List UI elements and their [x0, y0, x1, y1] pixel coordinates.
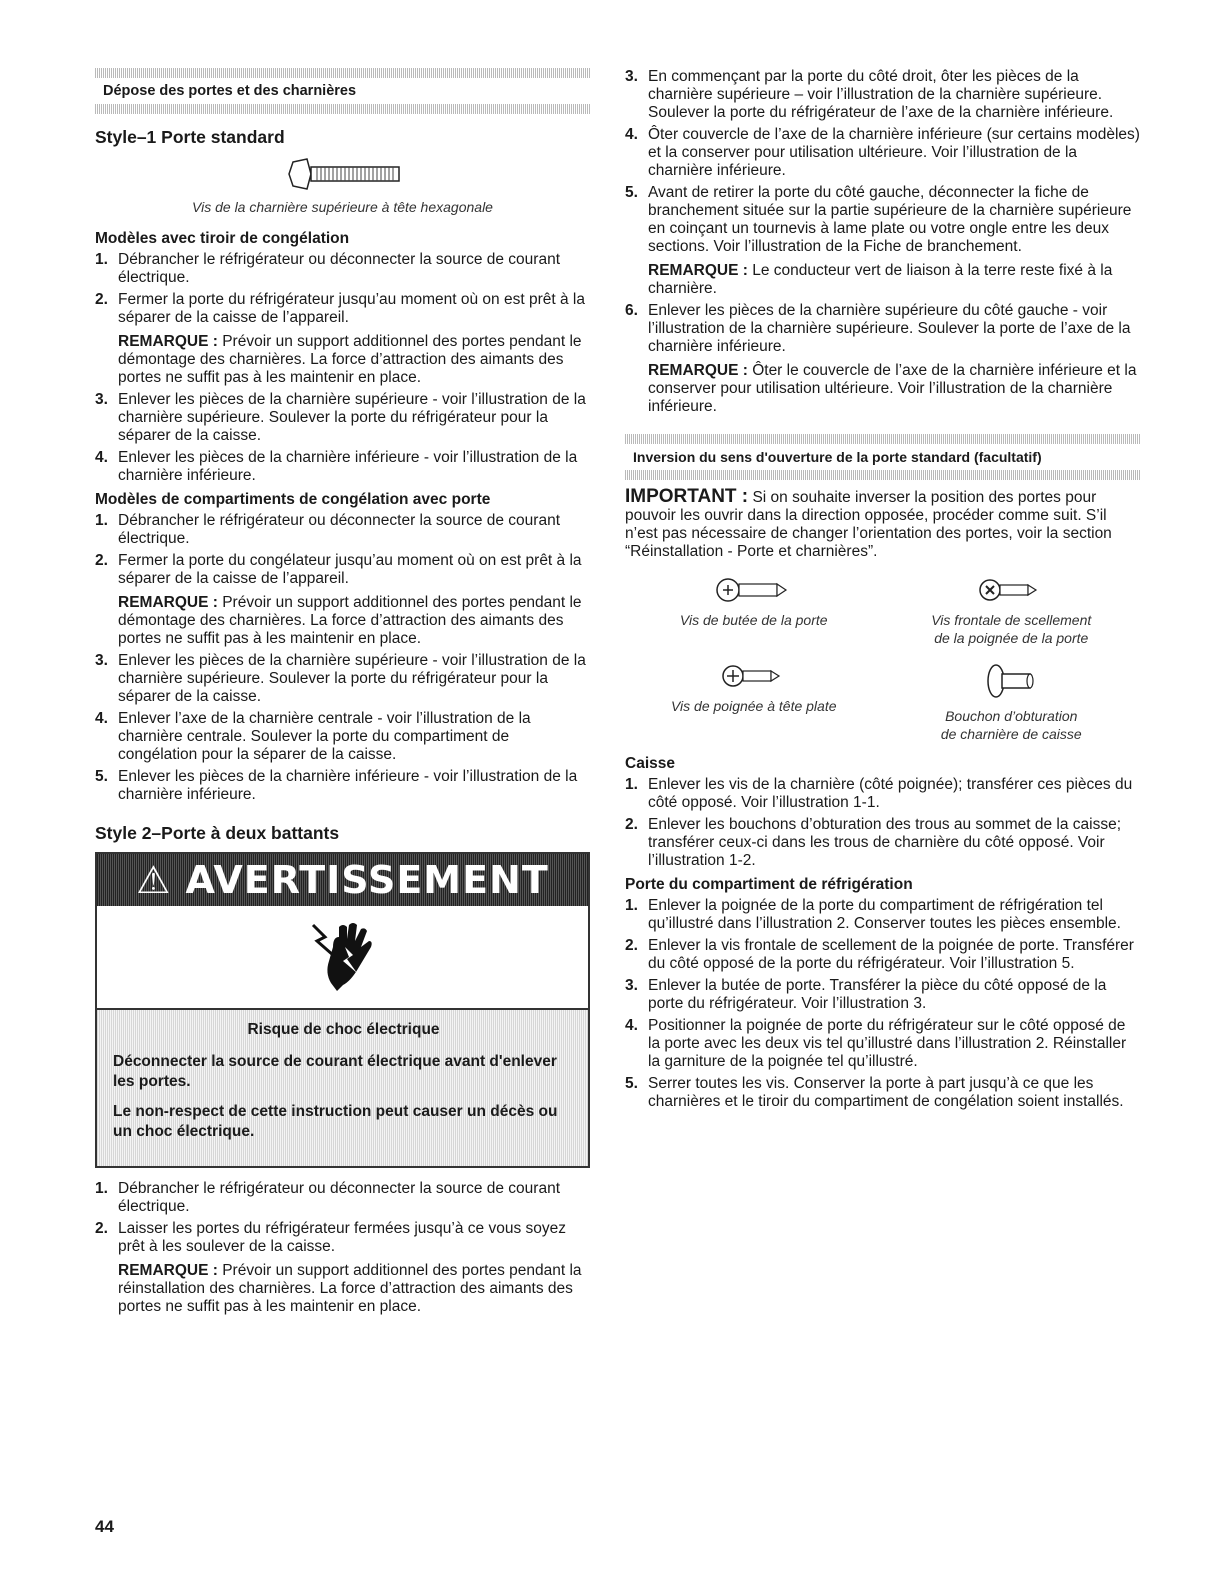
- left-column: [95, 68, 590, 1320]
- group2-title: Modèles de compartiments de congélation avec porte: [95, 491, 491, 508]
- door-stop-screw: Vis de butée de la porte: [625, 575, 883, 647]
- list-item: 5. Serrer toutes les vis. Conserver la porte à part jusqu’à ce que les charnières et le tiroir du compartiment de congélation soient installés.: [625, 1075, 1124, 1110]
- note: REMARQUE : Prévoir un support additionnel des portes pendant la réinstallation des charnières. La force d’attraction des aimants des portes ne suffit pas à les maintenir en place.: [118, 1262, 582, 1315]
- porte-title: Porte du compartiment de réfrigération: [625, 876, 913, 893]
- list-item: 2. Fermer la porte du congélateur jusqu’au moment où on est prêt à la séparer de la caisse de l’appareil. REMARQUE : Prévoir un support additionnel des portes pendant le démontage des charnières. La force d’attraction des aimants des portes ne suffit pas à les maintenir en place.: [95, 552, 590, 648]
- hinge-screw-caption: Vis de la charnière supérieure à tête hexagonale: [192, 199, 493, 215]
- section-rule-bottom: [95, 104, 590, 114]
- page-number: 44: [95, 1517, 114, 1536]
- section-rule-top: [625, 434, 1140, 444]
- group1-title: Modèles avec tiroir de congélation: [95, 230, 350, 247]
- hinge-screw-figure: [95, 156, 590, 216]
- list-item: 1. Débrancher le réfrigérateur ou déconnecter la source de courant électrique.: [95, 512, 561, 547]
- list-item: 5. Avant de retirer la porte du côté gauche, déconnecter la fiche de branchement située sur la partie supérieure de la charnière supérieure en coinçant un tournevis à lame plate ou votre ongle entre les deux sections. Voir l’illustration de la Fiche de branchement. REMARQUE : Le conducteur vert de liaison à la terre reste fixé à la charnière.: [625, 184, 1140, 298]
- group2-steps: [95, 512, 590, 804]
- style2-title: Style 2–Porte à deux battants: [95, 823, 340, 843]
- flat-head-handle-screw: Vis de poignée à tête plate: [625, 661, 883, 743]
- list-item: 4. Enlever l’axe de la charnière centrale - voir l’illustration de la charnière centrale. Soulever la porte du compartiment de congélation pour la séparer de la caisse.: [95, 710, 531, 763]
- list-item: 4. Positionner la poignée de porte du réfrigérateur sur le côté opposé de la porte avec les deux vis tel qu’illustré dans l’illustration 2. Réinstaller la garniture de la poignée tel qu’illustré.: [625, 1017, 1127, 1070]
- handle-seal-screw: Vis frontale de scellement de la poignée de la porte: [883, 575, 1141, 647]
- style1-title: Style–1 Porte standard: [95, 127, 285, 147]
- reversal-section-title: Inversion du sens d'ouverture de la porte standard (facultatif): [633, 449, 1042, 465]
- flat-head-screw-icon: [719, 661, 789, 691]
- handle-seal-screw-icon: [976, 575, 1046, 605]
- note: REMARQUE : Prévoir un support additionnel des portes pendant le démontage des charnières. La force d’attraction des aimants des portes ne suffit pas à les maintenir en place.: [118, 333, 582, 386]
- list-item: 3. Enlever les pièces de la charnière supérieure - voir l’illustration de la charnière supérieure. Soulever la porte du réfrigérateur pour la séparer de la caisse.: [95, 391, 586, 444]
- list-item: 2. Enlever la vis frontale de scellement de la poignée de porte. Transférer du côté opposé de la porte du réfrigérateur. Voir l’illustration 5.: [625, 937, 1134, 972]
- important-paragraph: IMPORTANT : Si on souhaite inverser la position des portes pour pouvoir les ouvrir dans la direction opposée, procéder comme suit. S’il n’est pas nécessaire de changer l’orientation des portes, voir la section “Réinstallation - Porte et charnières”.: [625, 486, 1112, 560]
- group3-steps: [95, 1180, 590, 1316]
- hinge-hole-plug: Bouchon d’obturation de charnière de caisse: [883, 661, 1141, 743]
- electric-shock-icon: [97, 906, 588, 1010]
- list-item: 4. Enlever les pièces de la charnière inférieure - voir l’illustration de la charnière inférieure.: [95, 449, 578, 484]
- section-rule-bottom: [625, 470, 1140, 480]
- hole-plug-icon: [976, 661, 1046, 701]
- group1-steps: [95, 251, 590, 485]
- screw-legend: [625, 575, 1140, 743]
- note: REMARQUE : Le conducteur vert de liaison à la terre reste fixé à la charnière.: [648, 262, 1113, 297]
- list-item: 4. Ôter couvercle de l’axe de la charnière inférieure (sur certains modèles) et la conserver pour utilisation ultérieure. Voir l’illustration de la charnière inférieure.: [625, 126, 1140, 179]
- list-item: 2. Laisser les portes du réfrigérateur fermées jusqu’à ce vous soyez prêt à les soulever de la caisse. REMARQUE : Prévoir un support additionnel des portes pendant la réinstallation des charnières. La force d’attraction des aimants des portes ne suffit pas à les maintenir en place.: [95, 1220, 590, 1316]
- right-column: [625, 68, 1140, 1115]
- right-steps-a: [625, 68, 1140, 416]
- list-item: 2. Enlever les bouchons d’obturation des trous au sommet de la caisse; transférer ceux-ci dans les trous de charnière du côté opposé. Voir l’illustration 1-2.: [625, 816, 1122, 869]
- warning-risk: Risque de choc électrique: [247, 1021, 440, 1038]
- hex-screw-icon: [287, 156, 407, 192]
- note: REMARQUE : Prévoir un support additionnel des portes pendant le démontage des charnières. La force d’attraction des aimants des portes ne suffit pas à les maintenir en place.: [118, 594, 582, 647]
- list-item: 1. Enlever la poignée de la porte du compartiment de réfrigération tel qu’illustré dans l’illustration 2. Conserver toutes les pièces ensemble.: [625, 897, 1121, 932]
- warning-triangle-icon: ⚠: [136, 858, 172, 902]
- door-stop-screw-icon: [714, 575, 794, 605]
- caisse-steps: [625, 776, 1140, 870]
- list-item: 1. Enlever les vis de la charnière (côté poignée); transférer ces pièces du côté opposé. Voir l’illustration 1-1.: [625, 776, 1133, 811]
- list-item: 1. Débrancher le réfrigérateur ou déconnecter la source de courant électrique.: [95, 1180, 561, 1215]
- list-item: 2. Fermer la porte du réfrigérateur jusqu’au moment où on est prêt à la séparer de la caisse de l’appareil. REMARQUE : Prévoir un support additionnel des portes pendant le démontage des charnières. La force d’attraction des aimants des portes ne suffit pas à les maintenir en place.: [95, 291, 590, 387]
- list-item: 5. Enlever les pièces de la charnière inférieure - voir l’illustration de la charnière inférieure.: [95, 768, 578, 803]
- section-title: Dépose des portes et des charnières: [103, 83, 357, 99]
- warning-line1: Déconnecter la source de courant électrique avant d'enlever les portes.: [113, 1053, 557, 1090]
- porte-steps: [625, 897, 1140, 1111]
- list-item: 3. En commençant par la porte du côté droit, ôter les pièces de la charnière supérieure – voir l’illustration de la charnière supérieure. Soulever la porte du réfrigérateur de l’axe de la charnière inférieure.: [625, 68, 1114, 121]
- caisse-title: Caisse: [625, 755, 675, 772]
- warning-box: [95, 852, 590, 1168]
- list-item: 1. Débrancher le réfrigérateur ou déconnecter la source de courant électrique.: [95, 251, 561, 286]
- list-item: 3. Enlever la butée de porte. Transférer la pièce du côté opposé de la porte du réfrigérateur. Voir l’illustration 3.: [625, 977, 1107, 1012]
- warning-title: ⚠ AVERTISSEMENT: [97, 854, 588, 906]
- list-item: 6. Enlever les pièces de la charnière supérieure du côté gauche - voir l’illustration de la charnière supérieure. Soulever la porte de l’axe de la charnière inférieure. REMARQUE : Ôter le couvercle de l’axe de la charnière inférieure et la conserver pour utilisation ultérieure. Voir l’illustration de la charnière inférieure.: [625, 302, 1140, 416]
- note: REMARQUE : Ôter le couvercle de l’axe de la charnière inférieure et la conserver pour utilisation ultérieure. Voir l’illustration de la charnière inférieure.: [648, 362, 1137, 415]
- warning-line2: Le non-respect de cette instruction peut causer un décès ou un choc électrique.: [113, 1103, 558, 1140]
- warning-body: [97, 1010, 588, 1166]
- section-rule-top: [95, 68, 590, 78]
- list-item: 3. Enlever les pièces de la charnière supérieure - voir l’illustration de la charnière supérieure. Soulever la porte du réfrigérateur pour la séparer de la caisse.: [95, 652, 586, 705]
